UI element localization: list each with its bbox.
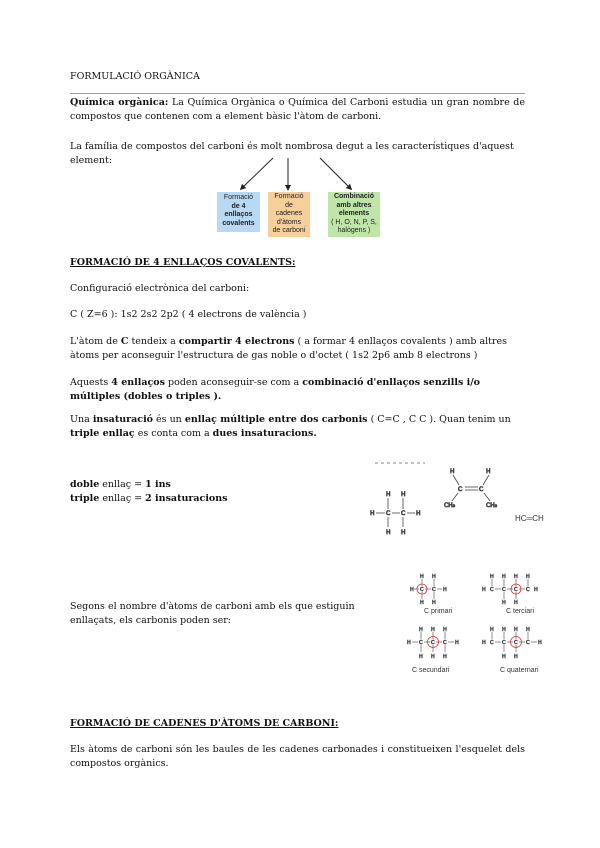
box-4-bonds [217,192,260,232]
triple-bond-line [70,492,228,506]
carbon-types-text: Segons el nombre d'àtoms de carboni amb els que estiguin enllaçats, els carbonis poden ser: [70,601,355,626]
tendency-paragraph [70,335,530,363]
svg-text:H: H [486,468,491,475]
box-line: Combinació [333,193,375,200]
svg-text:H: H [431,654,435,660]
svg-text:H: H [502,600,506,606]
intro-term: Química orgànica: [70,97,169,108]
bonds-text-2: poden aconseguir-se com a [165,377,303,388]
svg-text:C: C [431,640,435,646]
tend-text-1: L'àtom de [70,336,121,347]
svg-text:CH₃: CH₃ [444,502,456,509]
caption-secondary: C secundari [412,667,450,674]
arrows-diagram [200,150,400,195]
svg-text:C: C [443,640,447,646]
svg-text:C: C [401,510,406,517]
caption-tertiary: C terciari [506,608,535,615]
page-title: FORMULACIÓ ORGÀNICA [70,71,200,82]
svg-text:H: H [420,600,424,606]
box-line: de [285,201,293,209]
caption-quaternary: C quaternari [500,667,539,674]
svg-text:H: H [419,654,423,660]
box-line: ( H, O, N, P, S, [331,218,377,226]
tend-text-3: ( a formar 4 enllaços covalents ) amb altres àtoms per aconseguir l'estructura de gas noble o d'octet ( 1s2 2p6 amb 8 electrons ) [70,336,508,361]
svg-text:H: H [416,510,421,517]
intro-paragraph [70,96,525,124]
svg-text:CH₃: CH₃ [486,502,498,509]
svg-text:H: H [502,654,506,660]
svg-text:H: H [443,654,447,660]
svg-text:C: C [432,587,436,593]
alkene-structure [440,465,510,510]
box-line: d'àtoms [276,218,302,226]
electron-config: C ( Z=6 ): 1s2 2s2 2p2 ( 4 electrons de valència ) [70,309,307,320]
svg-text:C: C [490,587,494,593]
double-text: enllaç = [99,479,146,490]
svg-text:H: H [514,574,518,580]
svg-text:H: H [526,627,530,633]
svg-text:C: C [514,640,518,646]
svg-text:H: H [432,574,436,580]
tend-carbon: C [120,336,129,347]
svg-text:H: H [401,529,406,535]
svg-text:H: H [443,627,447,633]
box-line: halògens ) [337,227,371,234]
unsaturation-paragraph [70,413,530,441]
unsat-bold-1: insaturació [92,414,154,425]
ethyne-formula: HC═CH [515,514,544,523]
tend-text-2: tendeix a [128,336,179,347]
svg-text:H: H [410,587,414,593]
intro-text: La Química Orgànica o Química del Carboni estudia un gran nombre de compostos que contenen com a element bàsic l'àtom de carboni. [70,97,525,122]
unsat-text-1: Una [70,414,93,425]
bonds-bold-1: 4 enllaços [111,377,165,388]
svg-text:C: C [514,587,518,593]
svg-text:H: H [482,640,486,646]
triple-value: 2 insaturacions [145,493,228,504]
bonds-bold-2: combinació d'enllaços senzills i/o múltiples (dobles o triples ). [70,377,481,402]
box-line: covalents [222,219,255,227]
tertiary-carbon-structure [482,572,544,606]
svg-text:C: C [502,587,506,593]
primary-carbon-structure [408,572,458,606]
box-line: de carboni [272,227,306,234]
unsat-bold-4: dues insaturacions. [212,428,317,439]
svg-text:H: H [490,574,494,580]
svg-text:H: H [401,491,406,498]
svg-text:C: C [420,587,424,593]
ethane-structure [365,460,445,535]
double-value: 1 ins [145,479,171,490]
box-line: cadenes [275,210,303,217]
section2-heading: FORMACIÓ DE CADENES D'ÀTOMS DE CARBONI: [70,718,339,729]
svg-text:H: H [450,468,455,475]
svg-text:H: H [514,627,518,633]
box-line: de 4 [231,202,246,210]
family-text: La família de compostos del carboni és molt nombrosa degut a les característiques d'aquest element: [70,141,514,166]
unsat-bold-2: enllaç múltiple entre dos carbonis [184,414,368,425]
double-label: doble [70,479,100,490]
svg-text:H: H [407,640,411,646]
unsat-text-4: es conta com a [134,428,213,439]
secondary-carbon-structure [405,625,465,661]
double-bond-line [70,478,171,492]
quaternary-carbon-structure [482,625,548,663]
box-line: elements [338,210,370,217]
section2-text: Els àtoms de carboni són les baules de les cadenes carbonades i constitueixen l'esquelet dels compostos orgànics. [70,744,525,769]
svg-text:H: H [502,627,506,633]
svg-text:H: H [534,587,538,593]
svg-text:H: H [482,587,486,593]
triple-text: enllaç = [99,493,146,504]
unsat-bold-3: triple enllaç [70,428,135,439]
svg-text:H: H [386,491,391,498]
svg-text:H: H [431,627,435,633]
bonds-text-1: Aquests [70,377,112,388]
svg-text:C: C [526,587,530,593]
tend-bold: compartir 4 electrons [178,336,295,347]
svg-text:C: C [458,486,463,493]
svg-text:H: H [526,574,530,580]
svg-text:H: H [432,600,436,606]
svg-text:H: H [514,600,518,606]
triple-label: triple [70,493,100,504]
box-carbon-chains [268,192,310,237]
unsat-text-3: ( C=C , C C ). Quan tenim un [367,414,511,425]
svg-text:H: H [502,574,506,580]
box-line: amb altres [336,201,372,209]
svg-text:C: C [479,486,484,493]
box-line: Formació [223,194,254,201]
box-other-elements [328,192,380,237]
unsat-text-2: és un [153,414,185,425]
config-label: Configuració electrònica del carboni: [70,283,250,294]
box-line: enllaços [224,211,253,218]
svg-text:H: H [420,574,424,580]
box-line: Formació [274,193,304,200]
svg-text:H: H [386,529,391,535]
bonds-paragraph [70,376,530,404]
svg-text:H: H [455,640,459,646]
svg-text:H: H [419,627,423,633]
svg-text:H: H [514,654,518,660]
svg-text:C: C [526,640,530,646]
section1-heading: FORMACIÓ DE 4 ENLLAÇOS COVALENTS: [70,257,296,268]
caption-primary: C primari [424,608,453,615]
svg-text:H: H [443,587,447,593]
svg-text:C: C [419,640,423,646]
svg-text:H: H [490,627,494,633]
svg-text:H: H [538,640,542,646]
svg-text:C: C [502,640,506,646]
svg-text:C: C [490,640,494,646]
title-divider [70,93,525,94]
svg-text:C: C [386,510,391,517]
svg-text:H: H [370,510,375,517]
